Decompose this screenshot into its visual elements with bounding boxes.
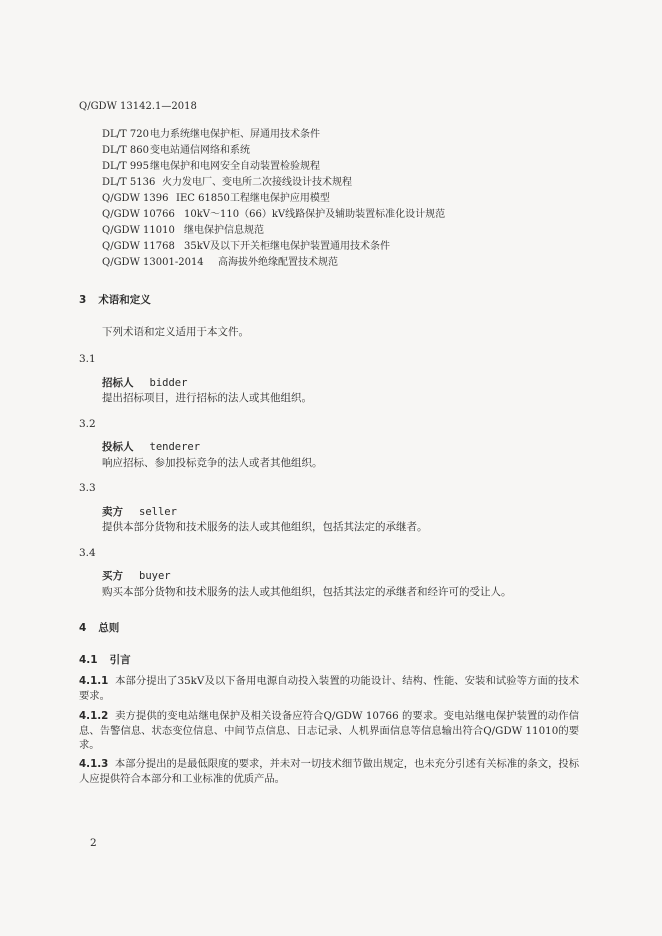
section-title: 总则 xyxy=(98,622,120,634)
term-definition: 提供本部分货物和技术服务的法人或其他组织，包括其法定的承继者。 xyxy=(102,521,428,533)
reference-item xyxy=(102,192,330,206)
clause-number: 4.1.2 xyxy=(79,710,109,722)
reference-item xyxy=(102,176,352,190)
term-number: 3.4 xyxy=(79,547,96,559)
subsection-number: 4.1 xyxy=(79,654,98,666)
term-en: bidder xyxy=(149,377,188,389)
clause-paragraph xyxy=(79,757,579,786)
reference-title: 火力发电厂、变电所二次接线设计技术规程 xyxy=(162,177,352,188)
term-heading xyxy=(102,569,171,583)
section-number: 4 xyxy=(79,622,87,634)
reference-title: 电力系统继电保护柜、屏通用技术条件 xyxy=(150,129,320,140)
reference-item xyxy=(102,144,250,158)
page-number: 2 xyxy=(90,837,97,849)
term-zh: 卖方 xyxy=(102,506,123,518)
term-en: tenderer xyxy=(149,441,201,453)
term-en: seller xyxy=(139,506,177,518)
clause-number: 4.1.3 xyxy=(79,758,109,770)
term-en: buyer xyxy=(139,570,171,582)
document-id-header: Q/GDW 13142.1—2018 xyxy=(79,101,197,112)
reference-title: 10kV～110（66）kV线路保护及辅助装置标准化设计规范 xyxy=(184,209,446,220)
clause-text: 本部分提出了35kV及以下备用电源自动投入装置的功能设计、结构、性能、安装和试验等方面的技术要求。 xyxy=(79,675,580,702)
reference-title: 继电保护信息规范 xyxy=(184,225,264,236)
reference-code: DL/T 720 xyxy=(102,129,149,140)
term-heading xyxy=(102,505,177,519)
reference-item xyxy=(102,256,338,270)
term-definition: 响应招标、参加投标竞争的法人或者其他组织。 xyxy=(102,457,323,469)
reference-code: DL/T 860 xyxy=(102,145,149,156)
reference-title: 高海拔外绝缘配置技术规范 xyxy=(218,257,338,268)
term-number: 3.3 xyxy=(79,482,96,494)
term-zh: 投标人 xyxy=(102,441,134,453)
reference-title: 35kV及以下开关柜继电保护装置通用技术条件 xyxy=(184,241,391,252)
reference-code: DL/T 995 xyxy=(102,161,149,172)
reference-title: IEC 61850工程继电保护应用模型 xyxy=(176,193,330,204)
reference-item xyxy=(102,240,390,254)
section-4-heading xyxy=(79,621,119,635)
clause-text: 卖方提供的变电站继电保护及相关设备应符合Q/GDW 10766 的要求。变电站继电保护装置的动作信息、告警信息、状态变位信息、中间节点信息、日志记录、人机界面信息等信息输出符合Q/GDW 11010的要求。 xyxy=(79,710,580,751)
reference-item xyxy=(102,128,320,142)
clause-text: 本部分提出的是最低限度的要求，并未对一切技术细节做出规定，也未充分引述有关标准的条文，投标人应提供符合本部分和工业标准的优质产品。 xyxy=(79,758,580,785)
term-heading xyxy=(102,376,187,390)
reference-code: DL/T 5136 xyxy=(102,177,156,188)
subsection-4-1-heading xyxy=(79,653,131,667)
section-number: 3 xyxy=(79,294,87,306)
reference-title: 变电站通信网络和系统 xyxy=(150,145,250,156)
section-title: 术语和定义 xyxy=(98,294,151,306)
term-number: 3.1 xyxy=(79,353,96,365)
reference-item xyxy=(102,224,264,238)
reference-code: Q/GDW 11768 xyxy=(102,241,175,252)
term-zh: 买方 xyxy=(102,570,123,582)
clause-paragraph xyxy=(79,709,579,753)
clause-number: 4.1.1 xyxy=(79,675,109,687)
subsection-title: 引言 xyxy=(109,654,131,666)
clause-paragraph xyxy=(79,674,579,703)
reference-code: Q/GDW 10766 xyxy=(102,209,175,220)
term-definition: 提出招标项目，进行招标的法人或其他组织。 xyxy=(102,392,312,404)
reference-item xyxy=(102,208,445,222)
term-zh: 招标人 xyxy=(102,377,134,389)
section-3-heading xyxy=(79,293,151,307)
term-heading xyxy=(102,440,200,454)
term-definition: 购买本部分货物和技术服务的法人或其他组织，包括其法定的承继者和经许可的受让人。 xyxy=(102,586,512,598)
reference-item xyxy=(102,160,320,174)
reference-code: Q/GDW 13001-2014 xyxy=(102,257,204,268)
reference-title: 继电保护和电网安全自动装置检验规程 xyxy=(150,161,320,172)
reference-code: Q/GDW 11010 xyxy=(102,225,175,236)
reference-code: Q/GDW 1396 xyxy=(102,193,169,204)
section-3-intro: 下列术语和定义适用于本文件。 xyxy=(102,326,249,338)
term-number: 3.2 xyxy=(79,418,96,430)
